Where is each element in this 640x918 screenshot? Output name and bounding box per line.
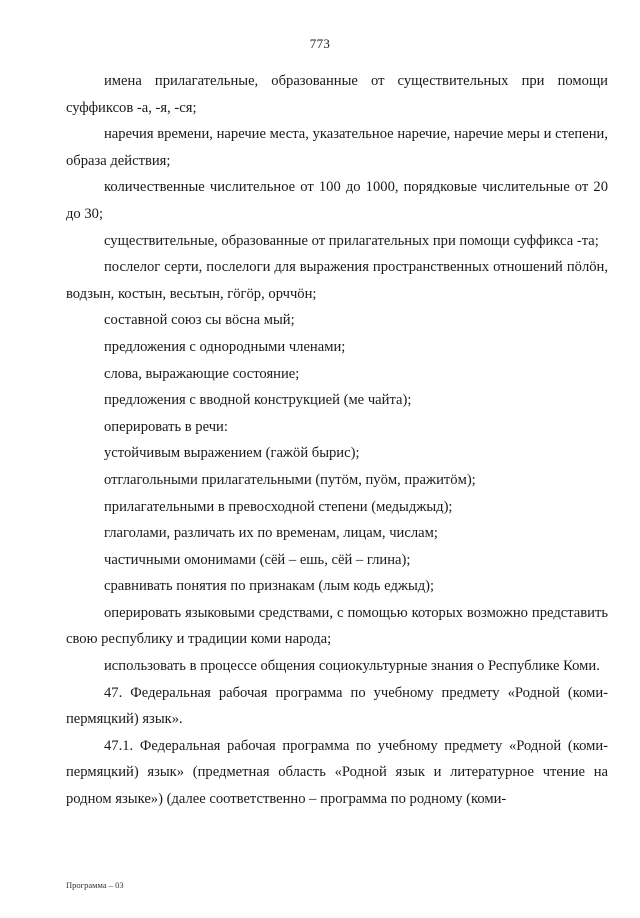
paragraph: прилагательными в превосходной степени (медыджыд);: [104, 498, 453, 515]
paragraph: предложения с однородными членами;: [104, 338, 346, 355]
paragraph: 47.1. Федеральная рабочая программа по учебному предмету «Родной (коми-пермяцкий) язык» (предметная область «Родной язык и литературное чтение на родном языке») (далее соответственно – программа по родному (коми-: [66, 737, 608, 808]
paragraph: использовать в процессе общения социокультурные знания о Республике Коми.: [104, 658, 600, 675]
paragraph: имена прилагательные, образованные от существительных при помощи суффиксов -а, -я, -ся;: [66, 73, 608, 116]
paragraph: наречия времени, наречие места, указательное наречие, наречие меры и степени, образа действия;: [66, 126, 608, 169]
paragraph: существительные, образованные от прилагательных при помощи суффикса -та;: [104, 232, 599, 249]
paragraph: предложения с вводной конструкцией (ме чайта);: [104, 392, 412, 409]
section-heading: 47. Федеральная рабочая программа по учебному предмету «Родной (коми-пермяцкий) язык».: [66, 684, 608, 728]
paragraph: частичными омонимами (сёй – ешь, сёй – глина);: [104, 551, 411, 568]
page-number: 773: [309, 36, 331, 51]
paragraph: глаголами, различать их по временам, лицам, числам;: [104, 525, 438, 542]
paragraph: оперировать в речи:: [104, 418, 228, 435]
paragraph: оперировать языковыми средствами, с помощью которых возможно представить свою республику и традиции коми народа;: [66, 604, 608, 648]
paragraph: слова, выражающие состояние;: [104, 365, 300, 382]
paragraph: количественные числительное от 100 до 1000, порядковые числительные от 20 до 30;: [66, 179, 608, 222]
paragraph: устойчивым выражением (гажӧй бырис);: [104, 445, 360, 462]
paragraph: отглагольными прилагательными (путӧм, пуӧм, пражитӧм);: [104, 471, 476, 488]
paragraph: составной союз сы вӧсна мый;: [104, 312, 295, 329]
paragraph: сравнивать понятия по признакам (лым кодь еджыд);: [104, 578, 435, 595]
document-body: [66, 68, 608, 813]
paragraph: послелог серти, послелоги для выражения пространственных отношений пӧлӧн, водзын, костын, весьтын, гӧгӧр, орччӧн;: [66, 259, 608, 302]
footer-label: Программа – 03: [66, 880, 124, 890]
